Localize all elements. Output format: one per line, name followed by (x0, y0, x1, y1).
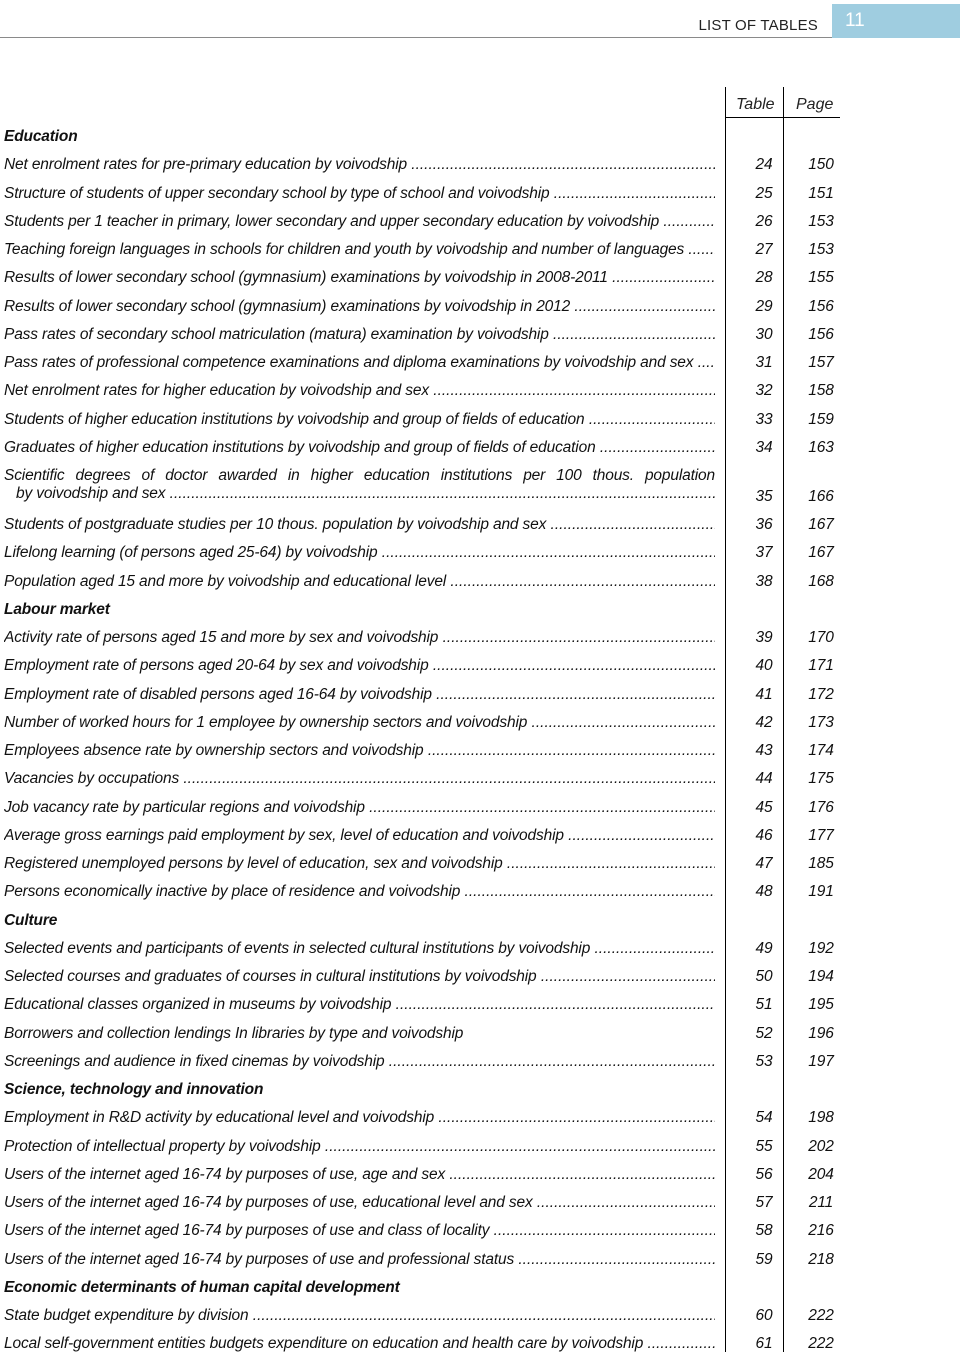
table-column-header: Table (736, 96, 775, 113)
table-number: 52 (755, 1024, 773, 1042)
entry-title: Users of the internet aged 16-74 by purposes of use, educational level and sex ..... (4, 1194, 715, 1212)
page-column-header: Page (796, 96, 834, 113)
toc-entry (4, 462, 840, 511)
page-number-ref: 151 (808, 184, 834, 202)
page-number-ref: 177 (808, 826, 834, 844)
entry-title: Average gross earnings paid employment by sex, level of education and voivodship ..... (4, 827, 715, 845)
table-number: 59 (755, 1250, 773, 1268)
table-number: 56 (755, 1165, 773, 1183)
entry-title: Lifelong learning (of persons aged 25-64) by voivodship ..... (4, 544, 715, 562)
table-number: 37 (755, 544, 773, 562)
toc-entry (4, 406, 840, 434)
table-number: 58 (755, 1222, 773, 1240)
entry-title: Registered unemployed persons by level of education, sex and voivodship ..... (4, 855, 715, 873)
table-number: 36 (755, 516, 773, 533)
page-number-ref: 168 (808, 572, 834, 590)
toc-entry (4, 878, 840, 906)
entry-title: Results of lower secondary school (gymnasium) examinations by voivodship in 2008-2011 ..... (4, 269, 715, 287)
page-number-ref: 202 (808, 1137, 834, 1155)
page-number-ref: 153 (808, 241, 834, 258)
page-number-ref: 185 (808, 855, 834, 872)
table-number: 29 (755, 297, 773, 315)
toc-entry (4, 151, 840, 179)
section-title: Science, technology and innovation (4, 1081, 264, 1098)
page-number-ref: 156 (808, 297, 834, 315)
table-number: 26 (755, 212, 773, 230)
toc-entry (4, 794, 840, 822)
table-number: 48 (755, 883, 773, 901)
entry-title: Employment in R&D activity by educational level and voivodship ..... (4, 1109, 715, 1127)
table-number: 43 (755, 742, 773, 759)
toc-entry (4, 349, 840, 377)
entry-title: Persons economically inactive by place of residence and voivodship ..... (4, 883, 715, 901)
toc-entry (4, 1161, 840, 1189)
table-number: 54 (755, 1109, 773, 1127)
table-number: 55 (755, 1137, 773, 1155)
entry-title: Structure of students of upper secondary school by type of school and voivodship ..... (4, 185, 715, 203)
toc-entry (4, 652, 840, 680)
table-number: 32 (755, 382, 773, 400)
toc-entry (4, 1133, 840, 1161)
toc-entry (4, 1302, 840, 1330)
entry-title: Borrowers and collection lendings In libraries by type and voivodship (4, 1024, 464, 1042)
toc-entry (4, 681, 840, 709)
page-number-ref: 167 (808, 544, 834, 562)
table-number: 28 (755, 269, 773, 287)
table-number: 31 (755, 354, 773, 371)
toc-entry (4, 568, 840, 596)
table-number: 50 (755, 968, 773, 985)
page-number-ref: 157 (808, 354, 834, 371)
page-number-ref: 163 (808, 438, 834, 456)
table-number: 24 (755, 156, 773, 174)
table-number: 45 (755, 798, 773, 816)
entry-title: Number of worked hours for 1 employee by ownership sectors and voivodship ..... (4, 714, 715, 732)
entry-title: Job vacancy rate by particular regions and voivodship ..... (4, 799, 715, 817)
entry-title: Students per 1 teacher in primary, lower secondary and upper secondary education by voivodship ..... (4, 213, 715, 231)
toc-entry (4, 1104, 840, 1132)
section-title: Education (4, 128, 78, 145)
toc-entry (4, 1189, 840, 1217)
entry-title: Educational classes organized in museums by voivodship ..... (4, 996, 715, 1014)
toc-entry (4, 434, 840, 462)
section-heading (4, 123, 840, 151)
page-number-ref: 222 (808, 1335, 834, 1353)
toc-entry (4, 850, 840, 878)
entry-title: Employment rate of persons aged 20-64 by sex and voivodship ..... (4, 657, 715, 675)
entry-title (4, 467, 715, 503)
toc-entry (4, 1048, 840, 1076)
table-number: 53 (755, 1052, 773, 1070)
table-number: 57 (755, 1194, 773, 1211)
toc-entry (4, 264, 840, 292)
entry-title-line-1: Scientific degrees of doctor awarded in higher education institutions per 100 thous. population (4, 467, 715, 484)
entry-title: Activity rate of persons aged 15 and more by sex and voivodship ..... (4, 629, 715, 647)
section-title: Economic determinants of human capital development (4, 1278, 400, 1296)
table-number: 42 (755, 713, 773, 731)
entry-title: Population aged 15 and more by voivodship and educational level ..... (4, 573, 715, 591)
entry-title-line-2: by voivodship and sex ..... (4, 485, 715, 503)
page-number-ref: 191 (808, 883, 834, 901)
page-number-ref: 192 (808, 939, 834, 957)
table-number: 51 (755, 996, 773, 1014)
page-number-ref: 196 (808, 1024, 834, 1042)
table-number: 61 (755, 1335, 773, 1353)
entry-title: Students of postgraduate studies per 10 thous. population by voivodship and sex ..... (4, 516, 715, 534)
page-number-ref: 174 (808, 742, 834, 759)
table-number: 47 (755, 855, 773, 872)
page-number-box (832, 4, 960, 38)
toc-entry (4, 765, 840, 793)
entry-title: Students of higher education institutions by voivodship and group of fields of education ..... (4, 411, 715, 429)
page-number-ref: 175 (808, 770, 834, 788)
toc-entry (4, 1330, 840, 1358)
toc-entry (4, 737, 840, 765)
page-number-ref: 166 (808, 488, 834, 505)
page-number-ref: 176 (808, 798, 834, 816)
entry-title: Selected courses and graduates of courses in cultural institutions by voivodship ..... (4, 968, 715, 986)
table-number: 46 (755, 826, 773, 844)
page-number-ref: 198 (808, 1109, 834, 1127)
page-number-ref: 173 (808, 713, 834, 731)
section-title: Culture (4, 911, 58, 929)
page-number-ref: 216 (808, 1222, 834, 1240)
entry-title: Employees absence rate by ownership sectors and voivodship ..... (4, 742, 715, 760)
toc-entry (4, 963, 840, 991)
entry-title: Results of lower secondary school (gymnasium) examinations by voivodship in 2012 ..... (4, 298, 715, 316)
page-number-ref: 150 (808, 156, 834, 174)
entry-title: Users of the internet aged 16-74 by purposes of use, age and sex ..... (4, 1166, 715, 1184)
table-number: 34 (755, 438, 773, 456)
toc-entry (4, 1217, 840, 1245)
page-number-ref: 167 (808, 516, 834, 533)
toc-entry (4, 321, 840, 349)
entry-title: Employment rate of disabled persons aged 16-64 by voivodship ..... (4, 686, 715, 704)
header-rule (0, 37, 832, 38)
page-number-ref: 159 (808, 410, 834, 428)
page-number-ref: 218 (808, 1250, 834, 1268)
entry-title: Net enrolment rates for higher education by voivodship and sex ..... (4, 382, 715, 400)
toc-entry (4, 539, 840, 567)
page-number-ref: 222 (808, 1307, 834, 1324)
table-number: 39 (755, 629, 773, 646)
page-number-ref: 194 (808, 968, 834, 985)
table-number: 33 (755, 410, 773, 428)
column-header-rule (725, 117, 840, 118)
section-title: Labour market (4, 600, 110, 618)
page-number-ref: 211 (808, 1194, 834, 1211)
entry-title: Users of the internet aged 16-74 by purposes of use and class of locality ..... (4, 1222, 715, 1240)
page-header (0, 0, 960, 38)
table-number: 60 (755, 1307, 773, 1324)
toc-entry (4, 377, 840, 405)
entry-title: Protection of intellectual property by voivodship ..... (4, 1138, 715, 1156)
table-number: 35 (755, 488, 773, 505)
page-number-ref: 156 (808, 325, 834, 343)
toc-entry (4, 180, 840, 208)
toc-entry (4, 208, 840, 236)
entry-title: Teaching foreign languages in schools for children and youth by voivodship and number of languages ..... (4, 241, 715, 259)
toc-entry (4, 511, 840, 539)
table-of-contents (4, 123, 840, 1359)
entry-title: Pass rates of secondary school matriculation (matura) examination by voivodship ..... (4, 326, 715, 344)
toc-entry (4, 624, 840, 652)
toc-entry (4, 991, 840, 1019)
section-heading (4, 1274, 840, 1302)
page-number-ref: 197 (808, 1052, 834, 1070)
header-title: LIST OF TABLES (698, 17, 818, 34)
entry-title: Pass rates of professional competence examinations and diploma examinations by voivodship and sex ..... (4, 354, 715, 372)
page-number: 11 (845, 10, 865, 31)
entry-title: State budget expenditure by division ..... (4, 1307, 715, 1325)
page-number-ref: 170 (808, 629, 834, 646)
entry-title: Vacancies by occupations ..... (4, 770, 715, 788)
toc-entry (4, 935, 840, 963)
page-number-ref: 195 (808, 996, 834, 1014)
page-number-ref: 158 (808, 382, 834, 400)
toc-entry (4, 1020, 840, 1048)
toc-entry (4, 822, 840, 850)
table-number: 25 (755, 184, 773, 202)
entry-title: Selected events and participants of events in selected cultural institutions by voivodship ..... (4, 940, 715, 958)
toc-entry (4, 1246, 840, 1274)
entry-title: Users of the internet aged 16-74 by purposes of use and professional status ..... (4, 1251, 715, 1269)
table-number: 44 (755, 770, 773, 788)
page-number-ref: 153 (808, 212, 834, 230)
entry-title: Net enrolment rates for pre-primary education by voivodship ..... (4, 156, 715, 174)
page-number-ref: 171 (808, 657, 834, 675)
section-heading (4, 1076, 840, 1104)
page-number-ref: 172 (808, 685, 834, 703)
table-number: 49 (755, 939, 773, 957)
entry-title: Graduates of higher education institutions by voivodship and group of fields of education ..... (4, 439, 715, 457)
page-number-ref: 155 (808, 269, 834, 287)
table-number: 30 (755, 325, 773, 343)
section-heading (4, 596, 840, 624)
toc-entry (4, 236, 840, 264)
table-number: 40 (755, 657, 773, 675)
entry-title: Local self-government entities budgets expenditure on education and health care by voivodship ..... (4, 1335, 715, 1353)
toc-entry (4, 709, 840, 737)
section-heading (4, 907, 840, 935)
page-number-ref: 204 (808, 1165, 834, 1183)
toc-entry (4, 293, 840, 321)
entry-title: Screenings and audience in fixed cinemas by voivodship ..... (4, 1053, 715, 1071)
table-number: 41 (755, 685, 773, 703)
table-number: 38 (755, 572, 773, 590)
table-number: 27 (755, 241, 773, 258)
